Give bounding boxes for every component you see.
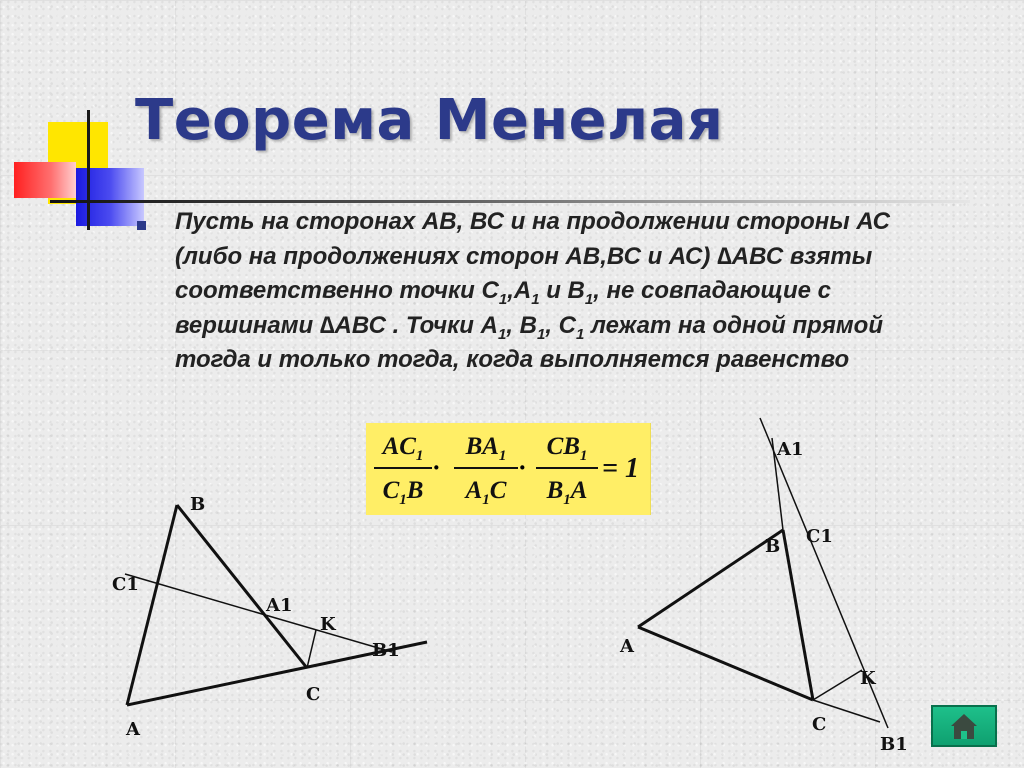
equals-one: = 1 — [602, 453, 639, 484]
left-label-b: B — [190, 494, 206, 515]
right-label-b: B — [765, 536, 781, 557]
right-segment-ck — [813, 670, 862, 700]
right-side-ac — [638, 627, 813, 700]
right-side-ab — [638, 530, 783, 627]
left-side-ab — [127, 505, 177, 705]
fraction-3-denominator: $B_1A$ — [546, 477, 588, 508]
left-side-bc — [177, 505, 307, 668]
right-label-c1: C1 — [806, 526, 833, 547]
fraction-1-numerator: $AC_1$ — [382, 433, 424, 464]
fraction-2-denominator: $A_1C$ — [465, 477, 507, 508]
left-label-a: A — [126, 719, 140, 740]
left-segment-ck — [307, 630, 316, 668]
diagram-right — [638, 418, 888, 728]
left-label-b1: B1 — [372, 640, 400, 661]
fraction-3-numerator: $CB_1$ — [546, 433, 588, 464]
multiply-dot-1: · — [432, 453, 441, 482]
home-button[interactable] — [931, 705, 997, 747]
multiply-dot-2: · — [518, 453, 527, 482]
fraction-2-numerator: $BA_1$ — [465, 433, 507, 464]
right-label-b1: B1 — [880, 734, 908, 755]
left-transversal — [125, 574, 392, 652]
right-label-a: A — [620, 636, 634, 657]
left-label-c: C — [306, 684, 321, 705]
left-label-a1: A1 — [266, 595, 293, 616]
slide-title: Теорема Менелая — [135, 88, 724, 153]
home-icon — [933, 707, 995, 745]
right-label-a1: A1 — [777, 439, 804, 460]
right-side-bc — [783, 530, 813, 700]
fraction-1-denominator: $C_1B$ — [382, 477, 424, 508]
theorem-statement: Пусть на сторонах АВ, ВС и на продолжении стороны АС (либо на продолжениях сторон АВ,ВС и АС) ∆АВС взяты соответственно точки $С_1,А_1$ и $В_1$, не совпадающие с вершинами ∆АВС . Точки $А_1$, $В_1$, $С_1$ лежат на одной прямой тогда и только тогда, когда выполняется равенство — [175, 208, 890, 373]
right-label-k: K — [860, 668, 876, 689]
right-label-c: C — [812, 714, 827, 735]
left-label-k: K — [320, 614, 336, 635]
left-label-c1: C1 — [112, 574, 139, 595]
